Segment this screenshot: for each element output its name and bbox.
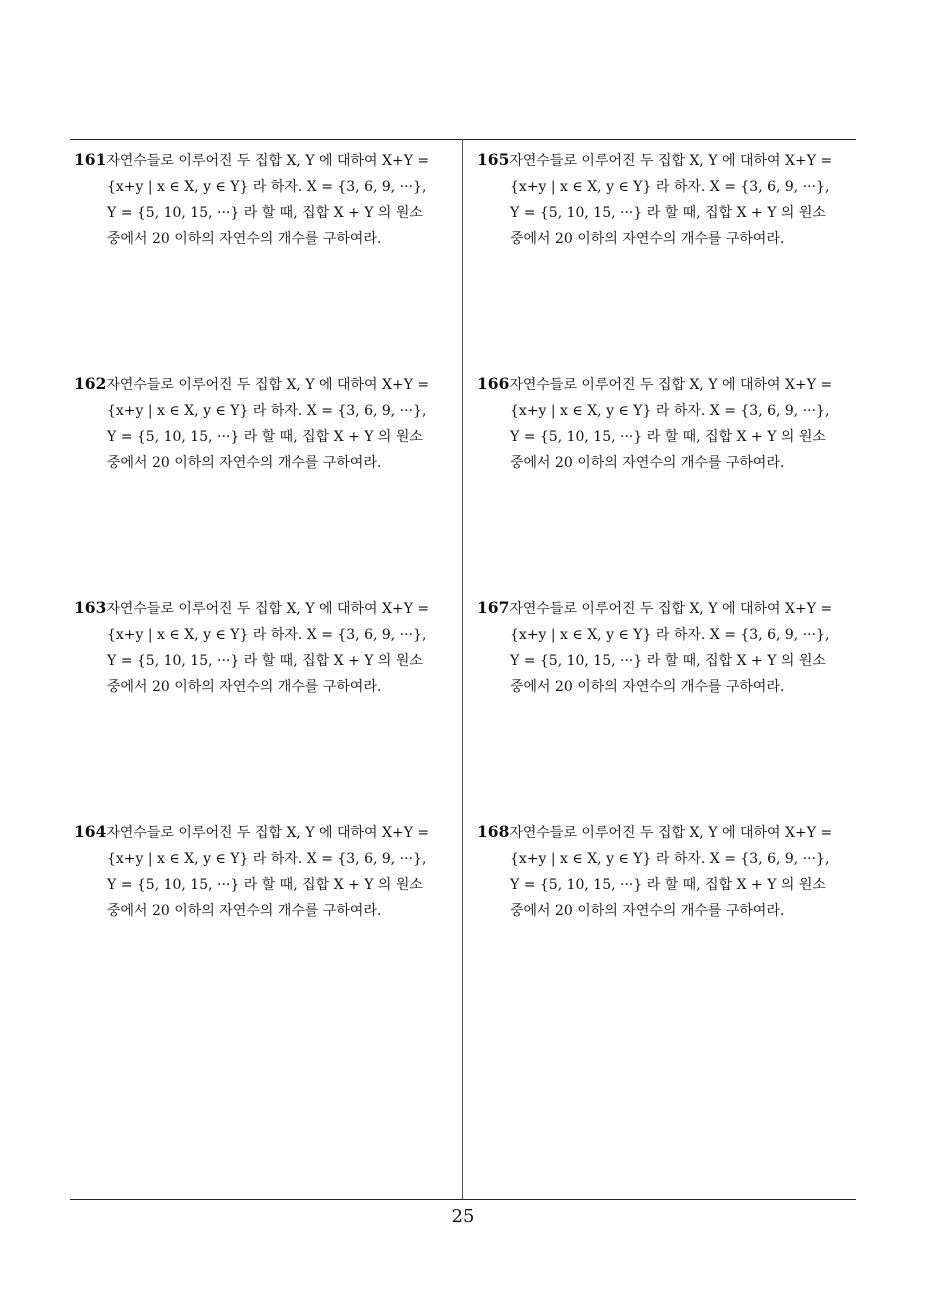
problem-text-line: Y = {5, 10, 15, ···} 라 할 때, 집합 X + Y 의 원소 xyxy=(510,877,826,893)
problem-block xyxy=(74,819,458,924)
problem-text-line: 중에서 20 이하의 자연수의 개수를 구하여라. xyxy=(510,903,785,919)
problem-text-line: 중에서 20 이하의 자연수의 개수를 구하여라. xyxy=(107,231,382,247)
problem-text-line: Y = {5, 10, 15, ···} 라 할 때, 집합 X + Y 의 원소 xyxy=(510,205,826,221)
problem-number: 161 xyxy=(74,150,107,169)
problem-text-line: {x+y | x ∈ X, y ∈ Y} 라 하자. X = {3, 6, 9, ···}, xyxy=(510,403,830,419)
problem-text-line: {x+y | x ∈ X, y ∈ Y} 라 하자. X = {3, 6, 9, ···}, xyxy=(107,179,427,195)
problem-text-line: 자연수들로 이루어진 두 집합 X, Y 에 대하여 X+Y = xyxy=(509,153,833,169)
problem-text-line: Y = {5, 10, 15, ···} 라 할 때, 집합 X + Y 의 원소 xyxy=(107,429,423,445)
problem-text-line: 중에서 20 이하의 자연수의 개수를 구하여라. xyxy=(510,231,785,247)
problem-text-line: 자연수들로 이루어진 두 집합 X, Y 에 대하여 X+Y = xyxy=(509,377,833,393)
problem-text-line: {x+y | x ∈ X, y ∈ Y} 라 하자. X = {3, 6, 9, ···}, xyxy=(107,403,427,419)
problem-number: 165 xyxy=(477,150,510,169)
problem-text-line: Y = {5, 10, 15, ···} 라 할 때, 집합 X + Y 의 원소 xyxy=(107,653,423,669)
problem-block xyxy=(477,147,861,252)
problem-block xyxy=(74,147,458,252)
problem-text-line: {x+y | x ∈ X, y ∈ Y} 라 하자. X = {3, 6, 9, ···}, xyxy=(510,627,830,643)
problem-text-line: {x+y | x ∈ X, y ∈ Y} 라 하자. X = {3, 6, 9, ···}, xyxy=(107,627,427,643)
problem-number: 167 xyxy=(477,598,510,617)
problem-text-line: 자연수들로 이루어진 두 집합 X, Y 에 대하여 X+Y = xyxy=(509,601,833,617)
problem-text-line: 자연수들로 이루어진 두 집합 X, Y 에 대하여 X+Y = xyxy=(106,377,430,393)
problem-block xyxy=(477,595,861,700)
problem-text-line: {x+y | x ∈ X, y ∈ Y} 라 하자. X = {3, 6, 9, ···}, xyxy=(510,179,830,195)
problem-block xyxy=(74,595,458,700)
problem-text-line: Y = {5, 10, 15, ···} 라 할 때, 집합 X + Y 의 원소 xyxy=(107,877,423,893)
problem-number: 166 xyxy=(477,374,510,393)
problem-number: 168 xyxy=(477,822,510,841)
problem-text-line: Y = {5, 10, 15, ···} 라 할 때, 집합 X + Y 의 원소 xyxy=(510,429,826,445)
problem-text-line: 자연수들로 이루어진 두 집합 X, Y 에 대하여 X+Y = xyxy=(106,153,430,169)
problem-text-line: 중에서 20 이하의 자연수의 개수를 구하여라. xyxy=(510,679,785,695)
bottom-rule xyxy=(70,1199,856,1200)
problem-number: 162 xyxy=(74,374,107,393)
column-divider xyxy=(462,139,463,1200)
problem-text-line: Y = {5, 10, 15, ···} 라 할 때, 집합 X + Y 의 원소 xyxy=(107,205,423,221)
problem-text-line: 자연수들로 이루어진 두 집합 X, Y 에 대하여 X+Y = xyxy=(106,601,430,617)
problem-text-line: 중에서 20 이하의 자연수의 개수를 구하여라. xyxy=(107,679,382,695)
problem-text-line: 자연수들로 이루어진 두 집합 X, Y 에 대하여 X+Y = xyxy=(106,825,430,841)
page-number: 25 xyxy=(451,1206,475,1227)
problem-block xyxy=(74,371,458,476)
problem-text-line: 자연수들로 이루어진 두 집합 X, Y 에 대하여 X+Y = xyxy=(509,825,833,841)
problem-number: 163 xyxy=(74,598,107,617)
problem-text-line: {x+y | x ∈ X, y ∈ Y} 라 하자. X = {3, 6, 9, ···}, xyxy=(107,851,427,867)
problem-text-line: 중에서 20 이하의 자연수의 개수를 구하여라. xyxy=(107,903,382,919)
problem-text-line: Y = {5, 10, 15, ···} 라 할 때, 집합 X + Y 의 원소 xyxy=(510,653,826,669)
problem-text-line: 중에서 20 이하의 자연수의 개수를 구하여라. xyxy=(510,455,785,471)
problem-text-line: 중에서 20 이하의 자연수의 개수를 구하여라. xyxy=(107,455,382,471)
problem-text-line: {x+y | x ∈ X, y ∈ Y} 라 하자. X = {3, 6, 9, ···}, xyxy=(510,851,830,867)
problem-block xyxy=(477,371,861,476)
top-rule xyxy=(70,139,856,140)
problem-block xyxy=(477,819,861,924)
problem-number: 164 xyxy=(74,822,107,841)
